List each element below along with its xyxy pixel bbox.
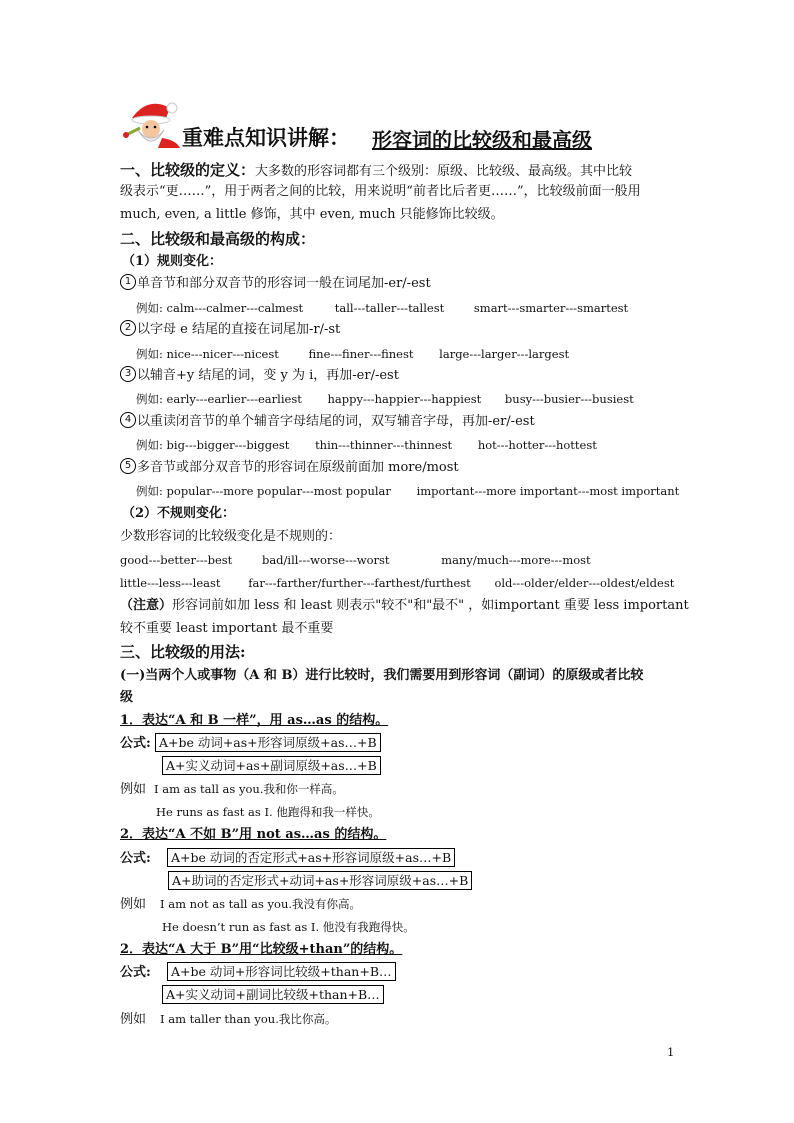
formula-label: 公式: — [120, 851, 151, 866]
irregular-item: many/much---more---most — [441, 553, 591, 567]
formula-label: 公式: — [120, 965, 151, 980]
example-label: 例如 — [120, 782, 147, 797]
example-item: large---larger---largest — [439, 347, 570, 361]
example-label: 例如 — [120, 897, 147, 912]
irregular-row-2 — [120, 573, 674, 593]
rule-3-text: 以辅音+y 结尾的词，变 y 为 i，再加-er/-est — [137, 368, 399, 383]
p1-formula-1 — [120, 733, 381, 754]
irregular-heading: （2）不规则变化： — [122, 506, 236, 521]
rule-4 — [120, 412, 535, 432]
formula-box: A+实义动词+副词比较级+than+B… — [162, 985, 384, 1004]
p1-heading: 1．表达“A 和 B 一样”，用 as…as 的结构。 — [120, 713, 389, 728]
s1-text1: 大多数的形容词都有三个级别：原级、比较级、最高级。其中比较 — [255, 164, 633, 179]
example-sentence: I am not as tall as you.我没有你高。 — [160, 897, 362, 911]
example-label: 例如: — [136, 301, 163, 315]
irregular-row-1 — [120, 550, 591, 570]
irregular-item: old---older/elder---oldest/eldest — [494, 576, 675, 590]
rule-2 — [120, 320, 340, 340]
p2-formula-2 — [168, 871, 472, 892]
rule-5 — [120, 458, 459, 478]
rule-2-examples — [136, 344, 569, 364]
circle-number-1: 1 — [120, 274, 136, 290]
rule-3-examples — [136, 389, 634, 409]
example-item: important---more important---most important — [416, 484, 680, 498]
example-item: hot---hotter---hottest — [477, 438, 597, 452]
s1-line3: much, even, a little 修饰，其中 even, much 只能修饰比较级。 — [120, 207, 504, 222]
example-label: 例如: — [136, 438, 163, 452]
rule-1 — [120, 274, 431, 294]
note-text-1: 形容词前如加 less 和 least 则表示"较不"和"最不" ，如important 重要 less important — [172, 598, 689, 613]
title-sub: 形容词的比较级和最高级 — [372, 128, 592, 152]
circle-number-4: 4 — [120, 412, 136, 428]
circle-number-2: 2 — [120, 320, 136, 336]
example-item: fine---finer---finest — [308, 347, 414, 361]
p2-example-2: He doesn’t run as fast as I. 他没有我跑得快。 — [162, 920, 415, 934]
example-item: thin---thinner---thinnest — [315, 438, 453, 452]
example-item: happy---happier---happiest — [327, 392, 482, 406]
example-label: 例如 — [120, 1012, 147, 1027]
note-line-2: 较不重要 least important 最不重要 — [120, 621, 334, 636]
p1-formula-2 — [162, 756, 381, 777]
rule-4-text: 以重读闭音节的单个辅音字母结尾的词，双写辅音字母，再加-er/-est — [137, 414, 535, 429]
rule-5-text: 多音节或部分双音节的形容词在原级前面加 more/most — [137, 460, 459, 475]
s1-line1 — [120, 160, 632, 182]
rule-4-examples — [136, 435, 597, 455]
example-item: early---earlier---earliest — [166, 392, 302, 406]
p3-example-1 — [120, 1009, 336, 1030]
irregular-item: good---better---best — [120, 553, 233, 567]
example-sentence: I am as tall as you.我和你一样高。 — [154, 782, 344, 796]
santa-icon — [118, 98, 184, 150]
example-label: 例如: — [136, 392, 163, 406]
s3-intro-1: (一)当两个人或事物（A 和 B）进行比较时，我们需要用到形容词（副词）的原级或者比较 — [120, 668, 644, 683]
rule-2-text: 以字母 e 结尾的直接在词尾加-r/-st — [137, 322, 341, 337]
example-item: busy---busier---busiest — [504, 392, 634, 406]
example-sentence: I am taller than you.我比你高。 — [160, 1012, 337, 1026]
p2-example-1 — [120, 894, 361, 915]
irregular-intro: 少数形容词的比较级变化是不规则的： — [120, 529, 342, 544]
p2-formula-1 — [120, 848, 455, 869]
example-item: calm---calmer---calmest — [166, 301, 304, 315]
irregular-item: far---farther/further---farthest/furthest — [248, 576, 471, 590]
example-label: 例如: — [136, 484, 163, 498]
circle-number-3: 3 — [120, 366, 136, 382]
formula-box: A+助词的否定形式+动词+as+形容词原级+as…+B — [168, 871, 472, 890]
s1-line2: 级表示“更……”，用于两者之间的比较，用来说明“前者比后者更……”，比较级前面一般用 — [120, 184, 641, 199]
p1-example-1 — [120, 779, 344, 800]
p2-heading: 2．表达“A 不如 B”用 not as…as 的结构。 — [120, 827, 387, 842]
example-label: 例如: — [136, 347, 163, 361]
p3-heading: 2．表达“A 大于 B”用“比较级+than”的结构。 — [120, 942, 403, 957]
rule-1-text: 单音节和部分双音节的形容词一般在词尾加-er/-est — [137, 276, 431, 291]
rule-1-examples — [136, 298, 628, 318]
formula-box: A+be 动词+形容词比较级+than+B… — [167, 962, 396, 981]
title-main: 重难点知识讲解： — [182, 126, 350, 150]
page-number: 1 — [667, 1045, 675, 1059]
note-label: （注意） — [120, 598, 173, 613]
p3-formula-2 — [162, 985, 384, 1006]
title-row — [118, 96, 638, 156]
formula-box: A+be 动词+as+形容词原级+as…+B — [155, 733, 381, 752]
rule-5-examples — [136, 481, 679, 501]
example-item: nice---nicer---nicest — [166, 347, 279, 361]
example-item: popular---more popular---most popular — [166, 484, 391, 498]
s3-intro-2: 级 — [120, 690, 134, 705]
s3-heading: 三、比较级的用法: — [120, 643, 246, 661]
irregular-item: bad/ill---worse---worst — [261, 553, 390, 567]
formula-label: 公式: — [120, 736, 151, 751]
p1-example-2: He runs as fast as I. 他跑得和我一样快。 — [156, 805, 380, 819]
formula-box: A+实义动词+as+副词原级+as…+B — [162, 756, 381, 775]
example-item: smart---smarter---smartest — [473, 301, 629, 315]
note-line-1 — [120, 596, 689, 616]
example-item: big---bigger---biggest — [166, 438, 290, 452]
s1-heading: 一、比较级的定义： — [120, 161, 256, 179]
irregular-item: little---less---least — [120, 576, 221, 590]
s2-heading: 二、比较级和最高级的构成： — [120, 230, 316, 248]
example-item: tall---taller---tallest — [334, 301, 445, 315]
p3-formula-1 — [120, 962, 396, 983]
rule-3 — [120, 366, 399, 386]
formula-box: A+be 动词的否定形式+as+形容词原级+as…+B — [167, 848, 455, 867]
regular-heading: （1）规则变化： — [122, 254, 223, 269]
circle-number-5: 5 — [120, 458, 136, 474]
